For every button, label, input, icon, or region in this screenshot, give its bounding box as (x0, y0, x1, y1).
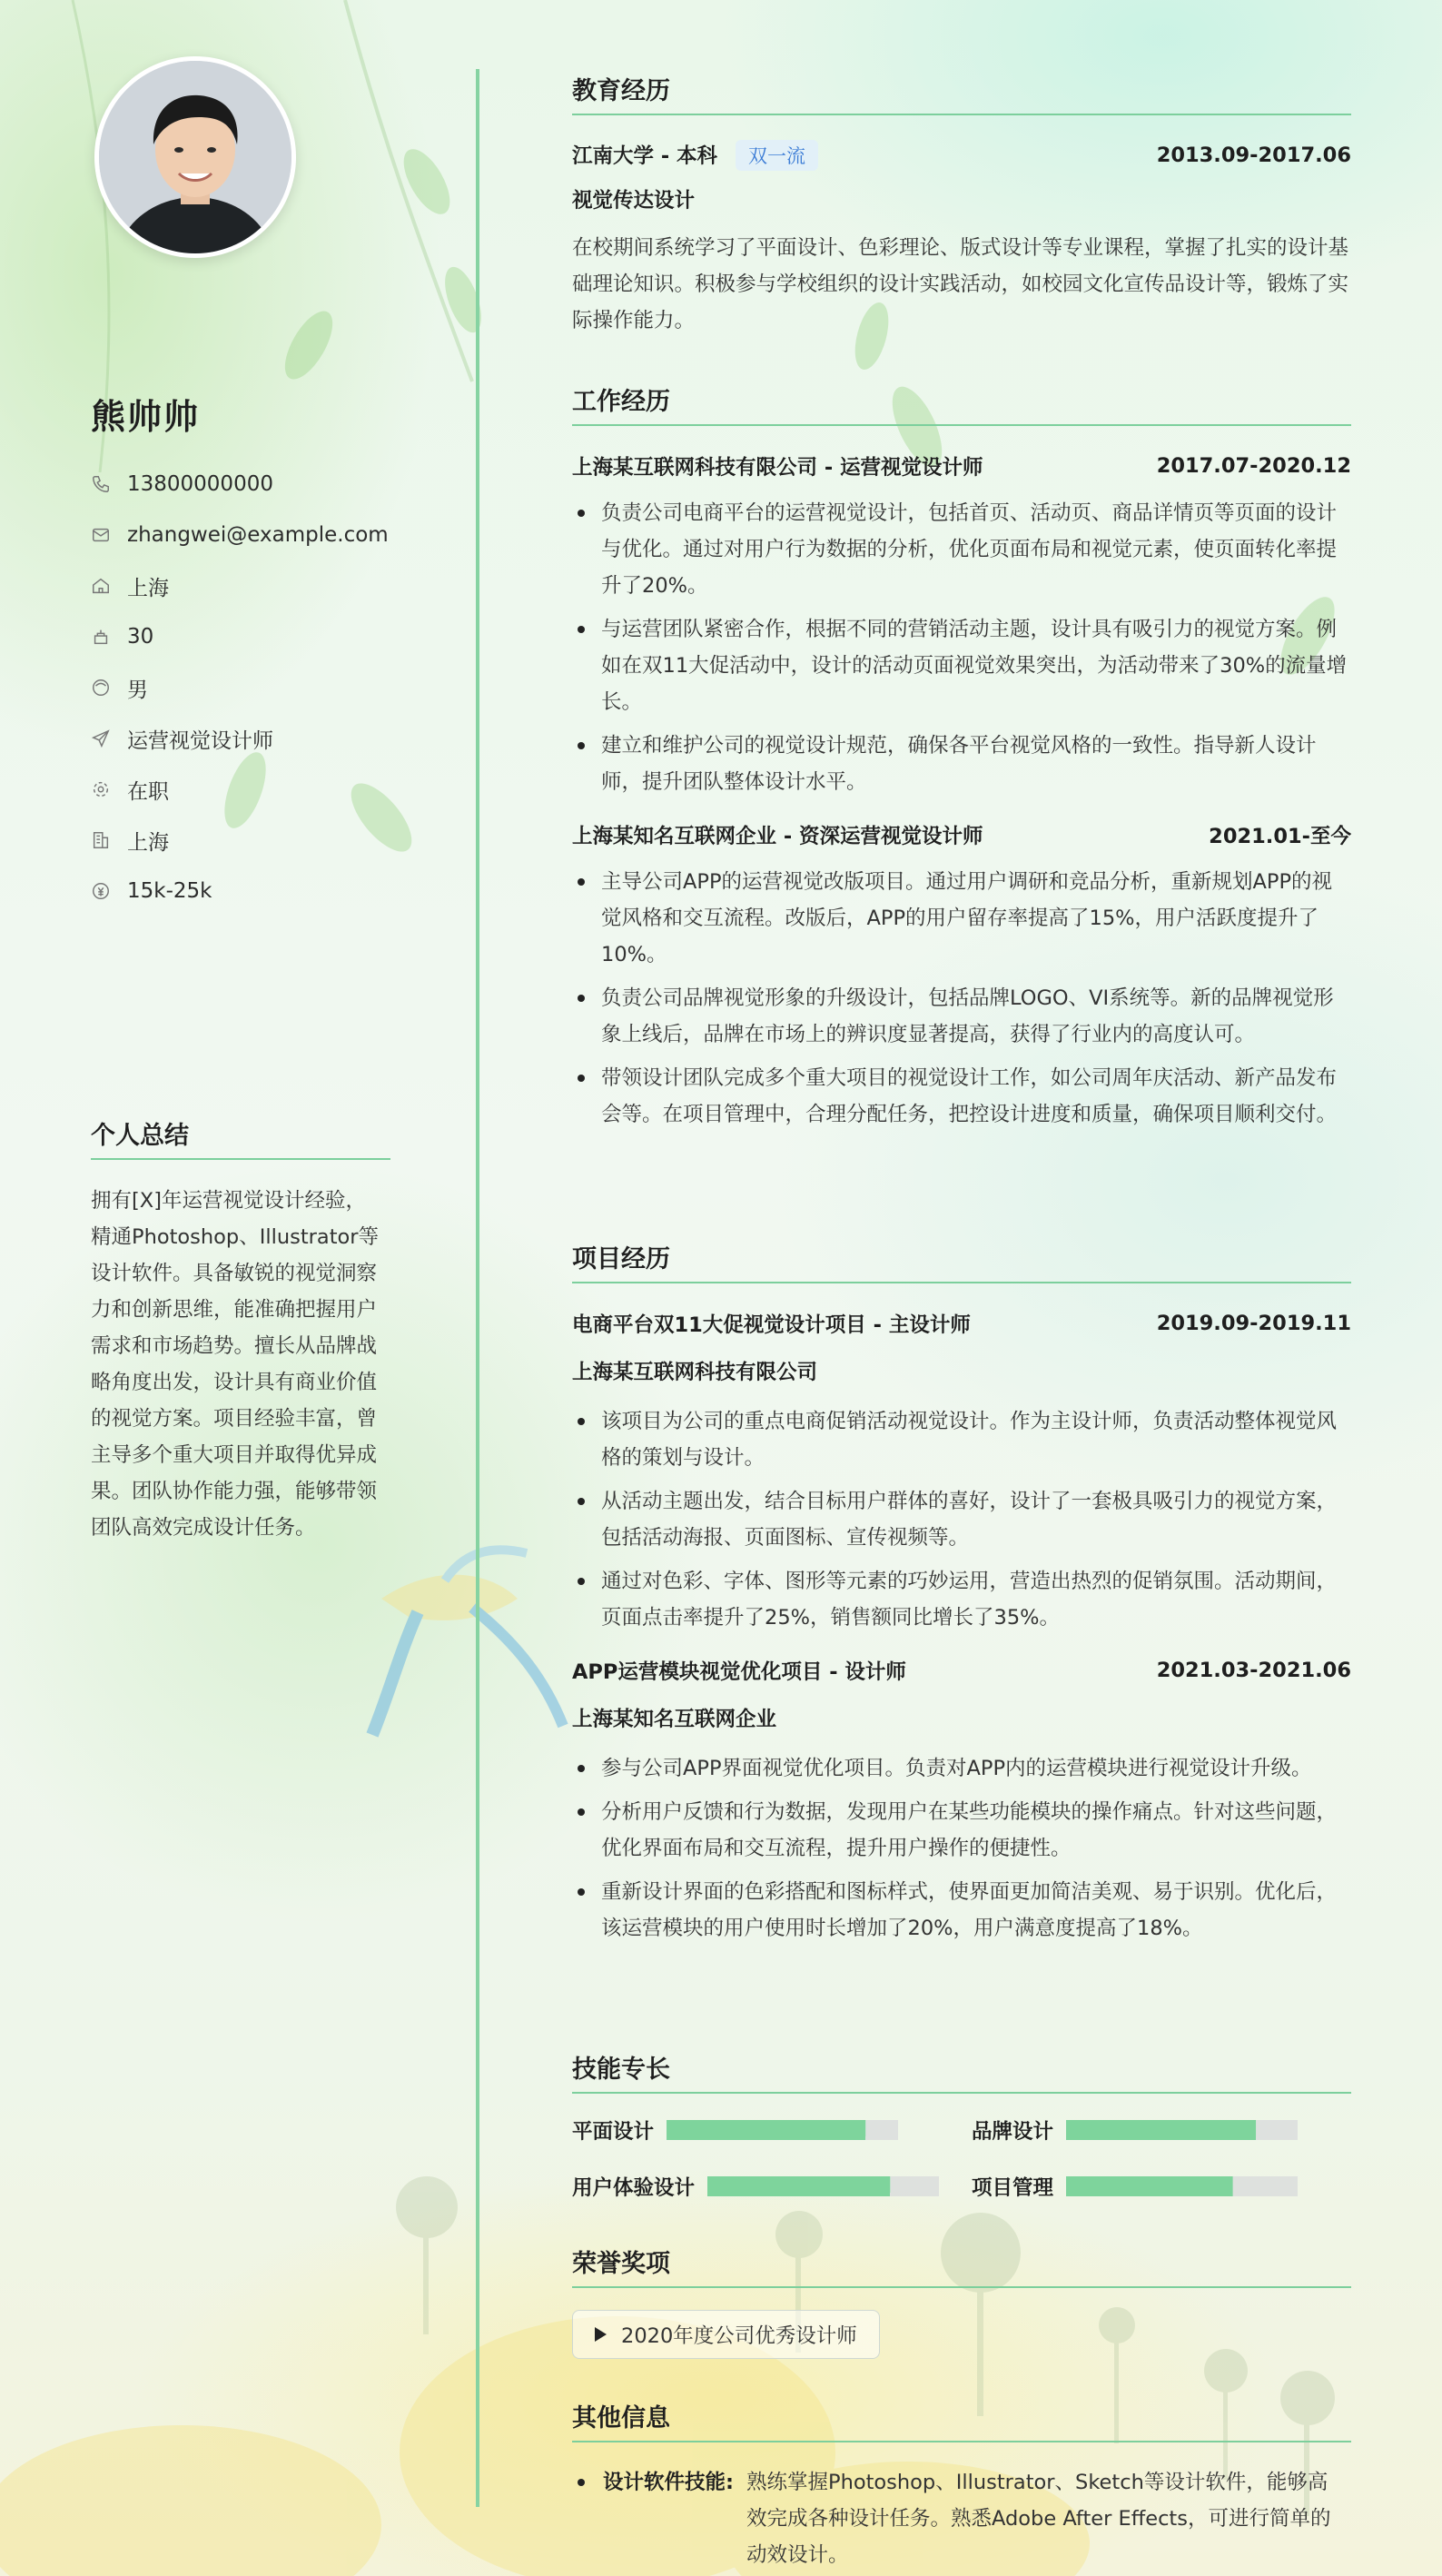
section-title: 其他信息 (572, 2398, 1351, 2442)
job-heading: 上海某知名互联网企业 - 资深运营视觉设计师 (572, 825, 983, 848)
project-date: 2021.03-2021.06 (1156, 1659, 1351, 1682)
list-item: 主导公司APP的运营视觉改版项目。通过用户调研和竞品分析，重新规划APP的视觉风格和交互流程。改版后，APP的用户留存率提高了15%，用户活跃度提升了10%。 (572, 864, 1351, 973)
job-row (572, 817, 1351, 853)
project-company: 上海某知名互联网企业 (572, 1708, 777, 1731)
skill-bar-fill (1066, 2176, 1233, 2196)
contact-info-list (91, 459, 389, 916)
education-row (572, 137, 1351, 173)
list-item: 负责公司电商平台的运营视觉设计，包括首页、活动页、商品详情页等页面的设计与优化。通过对用户行为数据的分析，优化页面布局和视觉元素，使页面转化率提升了20%。 (572, 495, 1351, 604)
job-date: 2017.07-2020.12 (1156, 454, 1351, 478)
age-icon (91, 627, 111, 647)
work-section (572, 381, 1351, 1140)
project-company: 上海某互联网科技有限公司 (572, 1361, 818, 1384)
avatar-portrait (99, 61, 291, 253)
skill-item (972, 2112, 1335, 2148)
list-item: 带领设计团队完成多个重大项目的视觉设计工作，如公司周年庆活动、新产品发布会等。在项目管理中，合理分配任务，把控设计进度和质量，确保项目顺利交付。 (572, 1060, 1351, 1133)
list-item: 从活动主题出发，结合目标用户群体的喜好，设计了一套极具吸引力的视觉方案，包括活动海报、页面图标、宣传视频等。 (572, 1483, 1351, 1556)
info-phone: 13800000000 (91, 459, 389, 510)
skill-bar (707, 2176, 939, 2196)
education-section (572, 71, 1351, 339)
salary-icon (91, 881, 111, 901)
job-bullets (572, 864, 1351, 1133)
education-date: 2013.09-2017.06 (1156, 144, 1351, 167)
skill-item (972, 2168, 1335, 2204)
skill-bar-fill (1066, 2120, 1256, 2140)
section-title: 工作经历 (572, 381, 1351, 426)
sidebar (0, 0, 454, 2576)
list-item: 建立和维护公司的视觉设计规范，确保各平台视觉风格的一致性。指导新人设计师，提升团队整体设计水平。 (572, 728, 1351, 800)
skill-name: 项目管理 (972, 2176, 1054, 2200)
projects-section (572, 1239, 1351, 1954)
project-bullets (572, 1750, 1351, 1947)
job-heading: 上海某互联网科技有限公司 - 运营视觉设计师 (572, 456, 983, 480)
project-row (572, 1652, 1351, 1689)
school-name: 江南大学 - 本科 (572, 144, 718, 168)
job-bullets (572, 495, 1351, 800)
home-icon (91, 576, 111, 596)
honors-section (572, 2244, 1351, 2359)
list-item: 负责公司品牌视觉形象的升级设计，包括品牌LOGO、VI系统等。新的品牌视觉形象上线后，品牌在市场上的辨识度显著提高，获得了行业内的高度认可。 (572, 980, 1351, 1053)
project-date: 2019.09-2019.11 (1156, 1312, 1351, 1335)
skill-item (572, 2168, 972, 2204)
project-bullets (572, 1403, 1351, 1636)
list-item: 重新设计界面的色彩搭配和图标样式，使界面更加简洁美观、易于识别。优化后，该运营模块的用户使用时长增加了20%，用户满意度提高了18%。 (572, 1874, 1351, 1947)
section-title: 技能专长 (572, 2049, 1351, 2094)
other-item (572, 2464, 1351, 2573)
summary-text: 拥有[X]年运营视觉设计经验，精通Photoshop、Illustrator等设计软件。具备敏锐的视觉洞察力和创新思维，能准确把握用户需求和市场趋势。擅长从品牌战略角度出发，设计具有商业价值的视觉方案。项目经验丰富，曾主导多个重大项目并取得优异成果。团队协作能力强，能够带领团队高效完成设计任务。 (91, 1189, 380, 1540)
candidate-name: 熊帅帅 (91, 397, 201, 437)
info-city: 上海 (91, 815, 389, 866)
info-gender: 男 (91, 662, 389, 713)
school-badge: 双一流 (736, 140, 818, 171)
skill-bar (667, 2120, 898, 2140)
list-item: 通过对色彩、字体、图形等元素的巧妙运用，营造出热烈的促销氛围。活动期间，页面点击率提升了25%，销售额同比增长了35%。 (572, 1563, 1351, 1636)
bullet-dot (578, 2479, 585, 2486)
gender-icon (91, 678, 111, 698)
section-title: 荣誉奖项 (572, 2244, 1351, 2288)
project-row (572, 1305, 1351, 1342)
skill-bar-fill (667, 2120, 865, 2140)
triangle-right-icon (595, 2327, 607, 2342)
other-value: 熟练掌握Photoshop、Illustrator、Sketch等设计软件，能够高效完成各种设计任务。熟悉Adobe After Effects，可进行简单的动效设计。 (746, 2471, 1331, 2567)
info-age: 30 (91, 611, 389, 662)
other-section (572, 2398, 1351, 2573)
skill-bar-fill (707, 2176, 890, 2196)
list-item: 该项目为公司的重点电商促销活动视觉设计。作为主设计师，负责活动整体视觉风格的策划与设计。 (572, 1403, 1351, 1476)
list-item: 参与公司APP界面视觉优化项目。负责对APP内的运营模块进行视觉设计升级。 (572, 1750, 1351, 1787)
skill-name: 品牌设计 (972, 2120, 1054, 2144)
mail-icon (91, 525, 111, 545)
skill-name: 平面设计 (572, 2120, 655, 2144)
building-icon (91, 830, 111, 850)
skills-section (572, 2049, 1351, 2204)
job-date: 2021.01-至今 (1209, 825, 1351, 848)
info-job-title: 运营视觉设计师 (91, 713, 389, 764)
award-item (572, 2310, 880, 2359)
skill-name: 用户体验设计 (572, 2176, 696, 2200)
education-major: 视觉传达设计 (572, 189, 696, 213)
skill-bar (1066, 2176, 1298, 2196)
section-title: 项目经历 (572, 1239, 1351, 1283)
award-label: 2020年度公司优秀设计师 (621, 2324, 857, 2348)
send-icon (91, 728, 111, 748)
project-heading: APP运营模块视觉优化项目 - 设计师 (572, 1660, 906, 1684)
list-item: 分析用户反馈和行为数据，发现用户在某些功能模块的操作痛点。针对这些问题，优化界面布局和交互流程，提升用户操作的便捷性。 (572, 1794, 1351, 1867)
phone-icon (91, 474, 111, 494)
skill-bar (1066, 2120, 1298, 2140)
skills-grid (572, 2112, 1351, 2204)
column-divider (476, 69, 479, 2507)
info-salary: 15k-25k (91, 866, 389, 916)
info-location: 上海 (91, 560, 389, 611)
avatar (94, 56, 296, 258)
other-label: 设计软件技能: (603, 2471, 734, 2494)
list-item: 与运营团队紧密合作，根据不同的营销活动主题，设计具有吸引力的视觉方案。例如在双11大促活动中，设计的活动页面视觉效果突出，为活动带来了30%的流量增长。 (572, 611, 1351, 720)
education-desc: 在校期间系统学习了平面设计、色彩理论、版式设计等专业课程，掌握了扎实的设计基础理论知识。积极参与学校组织的设计实践活动，如校园文化宣传品设计等，锻炼了实际操作能力。 (572, 236, 1349, 332)
status-icon (91, 779, 111, 799)
job-row (572, 448, 1351, 484)
info-email: zhangwei@example.com (91, 510, 389, 560)
section-title: 教育经历 (572, 71, 1351, 115)
info-status: 在职 (91, 764, 389, 815)
summary-title: 个人总结 (91, 1115, 390, 1160)
project-heading: 电商平台双11大促视觉设计项目 - 主设计师 (572, 1313, 971, 1337)
skill-item (572, 2112, 972, 2148)
